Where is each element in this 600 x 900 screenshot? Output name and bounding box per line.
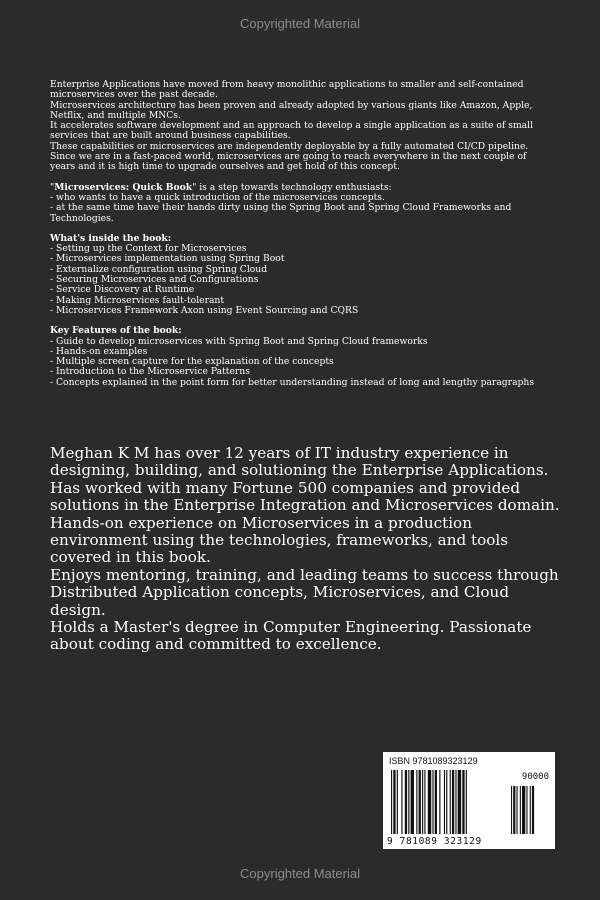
barcode-bar: [424, 770, 425, 834]
intro-line: It accelerates software development and an approach to develop a single application as a suite of small services that are built around business capabilities.: [50, 120, 534, 142]
back-cover-blurb: [50, 80, 550, 388]
barcode-bar: [455, 770, 456, 834]
bio-line: Meghan K M has over 12 years of IT industry experience in designing, building, and solutioning the Enterprise Applications.: [50, 444, 549, 480]
addon-bar: [532, 786, 534, 834]
intro-line: Enterprise Applications have moved from heavy monolithic applications to smaller and self-contained microservices over the past decade.: [50, 79, 524, 101]
bio-line: Holds a Master's degree in Computer Engineering. Passionate about coding and committed to excellence.: [50, 618, 532, 654]
intro-line: These capabilities or microservices are independently deployable by a fully automated CI/CD pipeline.: [50, 140, 529, 152]
list-item: - Hands-on examples: [50, 345, 148, 357]
barcode-bar: [466, 770, 467, 834]
barcode-bar: [391, 770, 392, 834]
list-item: - Microservices Framework Axon using Event Sourcing and CQRS: [50, 304, 359, 316]
addon-bar: [530, 786, 531, 834]
isbn-digits: 9 781089 323129: [387, 836, 482, 847]
bio-line: Enjoys mentoring, training, and leading teams to success through Distributed Application concepts, Microservices, and Cloud design.: [50, 565, 559, 619]
list-item: - Making Microservices fault-tolerant: [50, 294, 225, 306]
barcode-bar: [444, 770, 445, 834]
features-heading: Key Features of the book:: [50, 325, 182, 337]
quickbook-line: - who wants to have a quick introduction of the microservices concepts.: [50, 191, 385, 203]
quickbook-intro: "Microservices: Quick Book" is a step towards technology enthusiasts:: [50, 181, 392, 193]
barcode-bar: [450, 770, 451, 834]
intro-line: Since we are in a fast-paced world, microservices are going to reach everywhere in the next couple of years and it is high time to upgrade ourselves and get hold of this concept.: [50, 151, 527, 173]
barcode-bar: [419, 770, 421, 834]
barcode-bar: [422, 770, 423, 834]
inside-heading: What's inside the book:: [50, 232, 172, 244]
quickbook-rest: is a step towards technology enthusiasts:: [196, 181, 392, 193]
barcode-bar: [401, 770, 402, 834]
barcode-bar: [411, 770, 414, 834]
list-item: - Microservices implementation using Spring Boot: [50, 253, 285, 265]
addon-bar: [513, 786, 515, 834]
book-title: Microservices: Quick Book: [54, 181, 193, 193]
price-code: 90000: [521, 772, 549, 782]
quickbook-line: - at the same time have their hands dirty using the Spring Boot and Spring Cloud Frameworks and Technologies.: [50, 202, 512, 224]
barcode-bar: [428, 770, 431, 834]
barcode-bar: [408, 770, 409, 834]
features-list: [50, 337, 550, 388]
barcode-bar: [435, 770, 437, 834]
addon-bar: [520, 786, 521, 834]
barcode-bar: [446, 770, 447, 834]
inside-list: [50, 244, 550, 316]
barcode-bar: [439, 770, 440, 834]
addon-bar: [511, 786, 512, 834]
list-item: - Concepts explained in the point form for better understanding instead of long and lengthy paragraphs: [50, 376, 535, 388]
list-item: - Externalize configuration using Spring Cloud: [50, 263, 268, 275]
addon-bar: [517, 786, 518, 834]
watermark-top: Copyrighted Material: [240, 16, 360, 31]
barcode-bar: [393, 770, 395, 834]
watermark-bottom: Copyrighted Material: [240, 866, 360, 881]
addon-bar: [526, 786, 527, 834]
barcode-bar: [462, 770, 464, 834]
list-item: - Introduction to the Microservice Patterns: [50, 366, 250, 378]
barcode-bar: [432, 770, 433, 834]
barcode-bar: [397, 770, 398, 834]
list-item: - Guide to develop microservices with Spring Boot and Spring Cloud frameworks: [50, 335, 428, 347]
list-item: - Securing Microservices and Configurations: [50, 274, 259, 286]
isbn-label: ISBN 9781089323129: [389, 756, 478, 766]
bio-line: Has worked with many Fortune 500 companies and provided solutions in the Enterprise Integration and Microservices domain.: [50, 478, 560, 515]
barcode-bar: [416, 770, 417, 834]
barcode-bar: [405, 770, 407, 834]
isbn-barcode-box: [383, 752, 555, 849]
bio-line: Hands-on experience on Microservices in a production environment using the technologies, frameworks, and tools covered in this book.: [50, 513, 509, 567]
list-item: - Multiple screen capture for the explanation of the concepts: [50, 356, 334, 368]
list-item: - Service Discovery at Runtime: [50, 284, 195, 296]
intro-line: Microservices architecture has been proven and already adopted by various giants like Amazon, Apple, Netflix, and multiple MNCs.: [50, 99, 533, 121]
addon-bar: [522, 786, 525, 834]
list-item: - Setting up the Context for Microservices: [50, 243, 247, 255]
author-bio: [50, 445, 560, 654]
barcode-bar: [452, 770, 454, 834]
barcode-bar: [458, 770, 461, 834]
